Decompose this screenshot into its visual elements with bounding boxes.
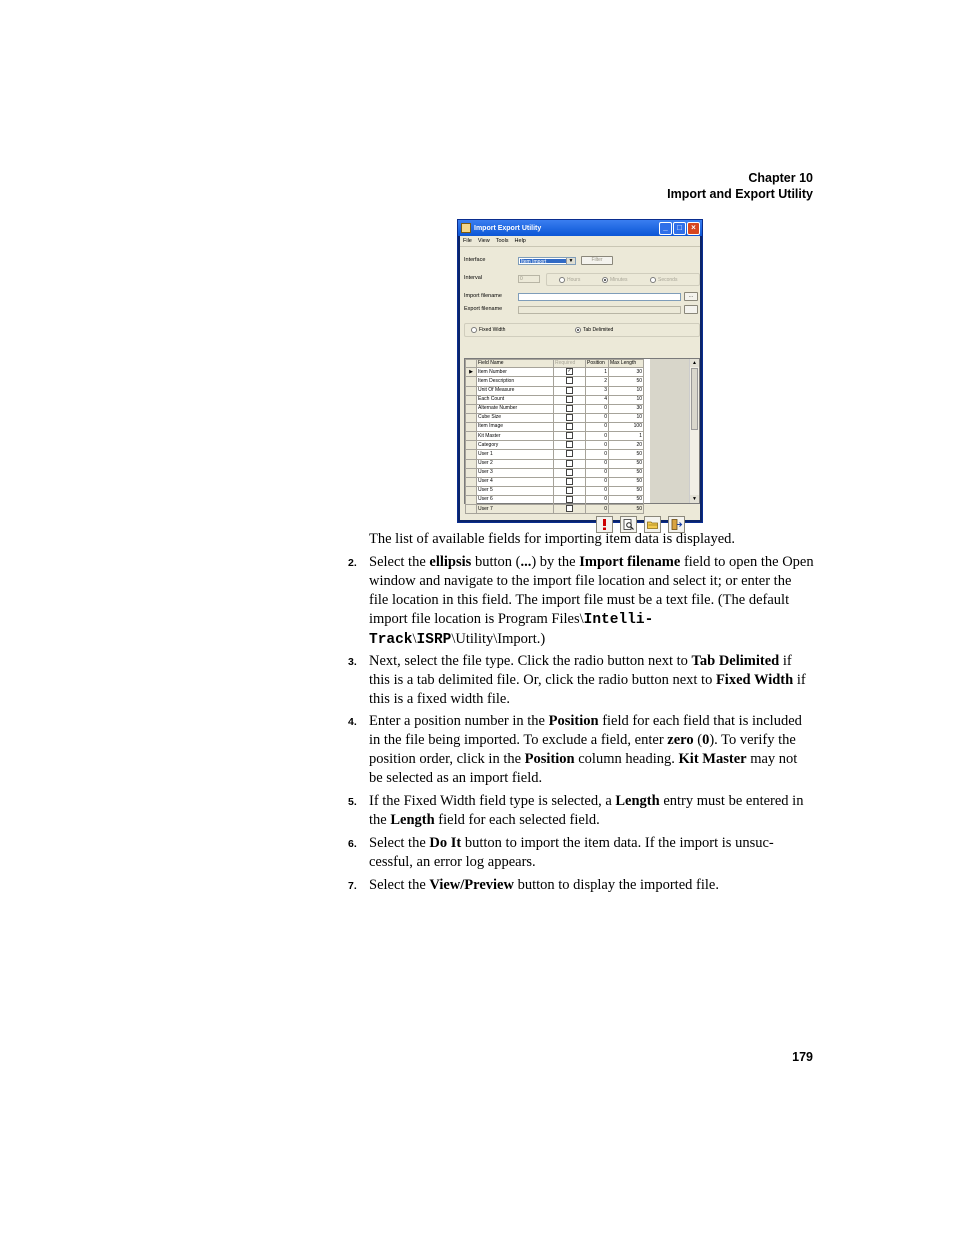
step-number: 5. — [348, 796, 357, 808]
menu-file[interactable]: File — [463, 238, 472, 244]
field-name-cell: User 1 — [477, 450, 554, 459]
row-selector[interactable] — [466, 441, 477, 450]
max-length-cell: 1 — [609, 432, 644, 441]
position-cell[interactable]: 0 — [586, 486, 609, 495]
position-cell[interactable]: 0 — [586, 477, 609, 486]
max-length-cell: 10 — [609, 386, 644, 395]
field-name-cell: Cube Size — [477, 413, 554, 422]
col-required[interactable]: Required — [554, 360, 586, 368]
radio-icon — [650, 277, 656, 283]
row-selector[interactable] — [466, 450, 477, 459]
radio-tab-delimited[interactable] — [575, 327, 613, 333]
list-item — [348, 553, 814, 650]
interface-label: Interface — [464, 257, 486, 263]
required-checkbox[interactable] — [566, 405, 573, 412]
step-text: Select the Do It button to import the item data. If the import is unsuc-cessful, an error log appears. — [369, 835, 774, 870]
row-selector[interactable] — [466, 423, 477, 432]
chapter-label: Chapter 10 — [748, 171, 813, 185]
max-length-cell: 50 — [609, 505, 644, 514]
required-cell — [554, 441, 586, 450]
table-row[interactable] — [466, 450, 644, 459]
required-cell — [554, 468, 586, 477]
list-item — [348, 712, 814, 788]
step-number: 4. — [348, 716, 357, 728]
required-cell — [554, 404, 586, 413]
interval-field[interactable]: 0 — [518, 275, 540, 283]
list-item — [348, 792, 814, 830]
open-folder-icon — [647, 519, 658, 530]
field-name-cell: Each Count — [477, 395, 554, 404]
position-cell[interactable]: 0 — [586, 413, 609, 422]
required-cell — [554, 505, 586, 514]
format-group — [464, 323, 700, 337]
row-selector-header — [466, 360, 477, 368]
list-item — [348, 834, 814, 872]
step-text: Select the View/Preview button to display the imported file. — [369, 877, 719, 893]
row-selector[interactable] — [466, 413, 477, 422]
required-cell — [554, 377, 586, 386]
col-position[interactable]: Position — [586, 360, 609, 368]
window-client — [460, 236, 700, 520]
required-checkbox[interactable] — [566, 469, 573, 476]
table-row[interactable] — [466, 441, 644, 450]
required-cell — [554, 368, 586, 377]
table-row[interactable] — [466, 368, 644, 377]
field-name-cell: Category — [477, 441, 554, 450]
field-name-cell: Item Number — [477, 368, 554, 377]
radio-hours-label: Hours — [567, 277, 581, 283]
table-row[interactable] — [466, 496, 644, 505]
chevron-down-icon[interactable]: ▼ — [566, 258, 575, 264]
exit-icon — [671, 519, 682, 530]
required-cell — [554, 395, 586, 404]
required-checkbox[interactable] — [566, 432, 573, 439]
app-icon — [461, 223, 471, 233]
scroll-thumb[interactable] — [691, 368, 698, 430]
required-cell — [554, 413, 586, 422]
radio-fixed-width-label: Fixed Width — [479, 327, 506, 333]
interval-units-group — [546, 273, 700, 286]
menu-tools[interactable]: Tools — [495, 238, 509, 244]
scroll-down-icon[interactable]: ▼ — [690, 495, 699, 503]
col-max-length[interactable]: Max Length — [609, 360, 644, 368]
scroll-up-icon[interactable]: ▲ — [690, 359, 699, 367]
field-name-cell: User 2 — [477, 459, 554, 468]
table-row[interactable] — [466, 404, 644, 413]
radio-icon — [559, 277, 565, 283]
required-checkbox[interactable] — [566, 478, 573, 485]
max-length-cell: 30 — [609, 368, 644, 377]
required-checkbox[interactable] — [566, 441, 573, 448]
field-name-cell: User 6 — [477, 496, 554, 505]
required-checkbox[interactable] — [566, 387, 573, 394]
step-number: 7. — [348, 880, 357, 892]
required-cell — [554, 477, 586, 486]
table-row[interactable] — [466, 505, 644, 514]
max-length-cell: 50 — [609, 496, 644, 505]
required-checkbox[interactable] — [566, 377, 573, 384]
import-filename-field[interactable] — [518, 293, 681, 301]
position-cell[interactable]: 4 — [586, 395, 609, 404]
position-cell[interactable]: 0 — [586, 441, 609, 450]
row-selector[interactable] — [466, 377, 477, 386]
filter-button[interactable]: Filter — [581, 256, 613, 265]
row-selector[interactable] — [466, 468, 477, 477]
required-cell — [554, 423, 586, 432]
export-filename-field[interactable] — [518, 306, 681, 314]
field-name-cell: User 5 — [477, 486, 554, 495]
required-checkbox[interactable] — [566, 396, 573, 403]
required-cell — [554, 432, 586, 441]
radio-icon — [602, 277, 608, 283]
max-length-cell: 10 — [609, 413, 644, 422]
maximize-icon[interactable]: □ — [673, 222, 686, 235]
position-cell[interactable]: 3 — [586, 386, 609, 395]
field-name-cell: Item Description — [477, 377, 554, 386]
page-number: 179 — [792, 1050, 813, 1064]
row-selector[interactable] — [466, 432, 477, 441]
row-selector[interactable] — [466, 477, 477, 486]
row-selector[interactable] — [466, 459, 477, 468]
field-name-cell: Kit Master — [477, 432, 554, 441]
radio-icon — [575, 327, 581, 333]
import-ellipsis-button[interactable]: ... — [684, 292, 698, 301]
max-length-cell: 50 — [609, 486, 644, 495]
grid-empty-area — [650, 359, 689, 503]
table-row[interactable] — [466, 459, 644, 468]
field-name-cell: User 3 — [477, 468, 554, 477]
radio-tab-delimited-label: Tab Delimited — [583, 327, 614, 333]
row-selector[interactable] — [466, 404, 477, 413]
step-text: Next, select the file type. Click the radio button next to Tab Delimited if this is a tab delimited file. Or, click the radio button next to Fixed Width if this is a fixed width file. — [369, 653, 806, 707]
position-cell[interactable]: 0 — [586, 505, 609, 514]
radio-seconds[interactable] — [650, 277, 677, 283]
row-selector[interactable] — [466, 486, 477, 495]
max-length-cell: 10 — [609, 395, 644, 404]
table-row[interactable] — [466, 413, 644, 422]
required-checkbox[interactable]: ✓ — [567, 368, 572, 375]
chapter-title: Import and Export Utility — [667, 187, 813, 201]
field-name-cell: User 7 — [477, 505, 554, 514]
intro-paragraph: The list of available fields for importing item data is displayed. — [369, 531, 736, 547]
step-text: Enter a position number in the Position field for each field that is included in the file being imported. To exclude a field, enter zero (0). To verify the position order, click in the Position column heading. Kit Master may not be selected as an import field. — [369, 713, 802, 786]
radio-minutes-label: Minutes — [610, 277, 628, 283]
interface-select[interactable] — [518, 257, 576, 265]
menu-bar — [460, 236, 700, 247]
max-length-cell: 50 — [609, 459, 644, 468]
table-row[interactable] — [466, 432, 644, 441]
required-checkbox[interactable] — [566, 505, 573, 512]
import-export-window — [457, 219, 703, 523]
close-icon[interactable]: × — [687, 222, 700, 235]
interval-label: Interval — [464, 275, 483, 281]
max-length-cell: 100 — [609, 423, 644, 432]
position-cell[interactable]: 0 — [586, 450, 609, 459]
position-cell[interactable]: 0 — [586, 423, 609, 432]
position-cell[interactable]: 1 — [586, 368, 609, 377]
required-checkbox[interactable] — [566, 414, 573, 421]
field-name-cell: Unit Of Measure — [477, 386, 554, 395]
required-cell — [554, 459, 586, 468]
row-selector[interactable] — [466, 505, 477, 514]
table-row[interactable] — [466, 386, 644, 395]
export-filename-label: Export filename — [464, 306, 503, 312]
required-cell — [554, 450, 586, 459]
position-cell[interactable]: 2 — [586, 377, 609, 386]
step-text: If the Fixed Width field type is selected, a Length entry must be entered in the Length field for each selected field. — [369, 793, 804, 828]
step-number: 6. — [348, 838, 357, 850]
field-table — [465, 359, 644, 514]
list-item — [348, 652, 814, 709]
table-header-row — [466, 360, 644, 368]
radio-seconds-label: Seconds — [658, 277, 678, 283]
max-length-cell: 50 — [609, 377, 644, 386]
table-row[interactable] — [466, 395, 644, 404]
position-cell[interactable]: 0 — [586, 404, 609, 413]
row-selector[interactable] — [466, 395, 477, 404]
field-grid — [464, 358, 700, 512]
grid-scrollbar[interactable] — [689, 359, 699, 503]
max-length-cell: 50 — [609, 450, 644, 459]
required-cell — [554, 386, 586, 395]
max-length-cell: 50 — [609, 477, 644, 486]
window-title: Import Export Utility — [474, 224, 542, 232]
view-preview-icon — [623, 519, 634, 530]
import-filename-label: Import filename — [464, 293, 502, 299]
exclamation-icon — [599, 519, 610, 530]
step-text: Select the ellipsis button (...) by the Import filename field to open the Open window and navigate to the import file location and select it; or enter the file location in this field. The import file must be a text file. (The default import file location is Program Files\Intelli-Track\ISRP\Utility\Import.) — [369, 554, 814, 648]
radio-hours[interactable] — [559, 277, 580, 283]
window-titlebar — [458, 220, 702, 236]
menu-help[interactable]: Help — [514, 238, 526, 244]
required-checkbox[interactable] — [566, 423, 573, 430]
position-cell[interactable]: 0 — [586, 459, 609, 468]
col-field-name[interactable]: Field Name — [477, 360, 554, 368]
required-checkbox[interactable] — [566, 487, 573, 494]
interface-selected-value: Item Import — [520, 259, 566, 263]
radio-minutes[interactable] — [602, 277, 628, 283]
max-length-cell: 20 — [609, 441, 644, 450]
max-length-cell: 30 — [609, 404, 644, 413]
export-ellipsis-button[interactable] — [684, 305, 698, 314]
field-name-cell: User 4 — [477, 477, 554, 486]
row-selector[interactable] — [466, 496, 477, 505]
table-row[interactable] — [466, 377, 644, 386]
position-cell[interactable]: 0 — [586, 468, 609, 477]
current-row-arrow-icon[interactable]: ▶ — [466, 368, 477, 377]
required-checkbox[interactable] — [566, 496, 573, 503]
field-name-cell: Item Image — [477, 423, 554, 432]
minimize-icon[interactable]: _ — [659, 222, 672, 235]
required-checkbox[interactable] — [566, 450, 573, 457]
table-row[interactable] — [466, 468, 644, 477]
menu-view[interactable]: View — [477, 238, 490, 244]
row-selector[interactable] — [466, 386, 477, 395]
step-number: 2. — [348, 557, 357, 569]
field-name-cell: Alternate Number — [477, 404, 554, 413]
table-row[interactable] — [466, 423, 644, 432]
radio-fixed-width[interactable] — [471, 327, 505, 333]
table-row[interactable] — [466, 477, 644, 486]
step-number: 3. — [348, 656, 357, 668]
list-item — [348, 876, 814, 895]
table-row[interactable] — [466, 486, 644, 495]
radio-icon — [471, 327, 477, 333]
max-length-cell: 50 — [609, 468, 644, 477]
position-cell[interactable]: 0 — [586, 496, 609, 505]
required-cell — [554, 486, 586, 495]
position-cell[interactable]: 0 — [586, 432, 609, 441]
required-checkbox[interactable] — [566, 460, 573, 467]
required-cell — [554, 496, 586, 505]
